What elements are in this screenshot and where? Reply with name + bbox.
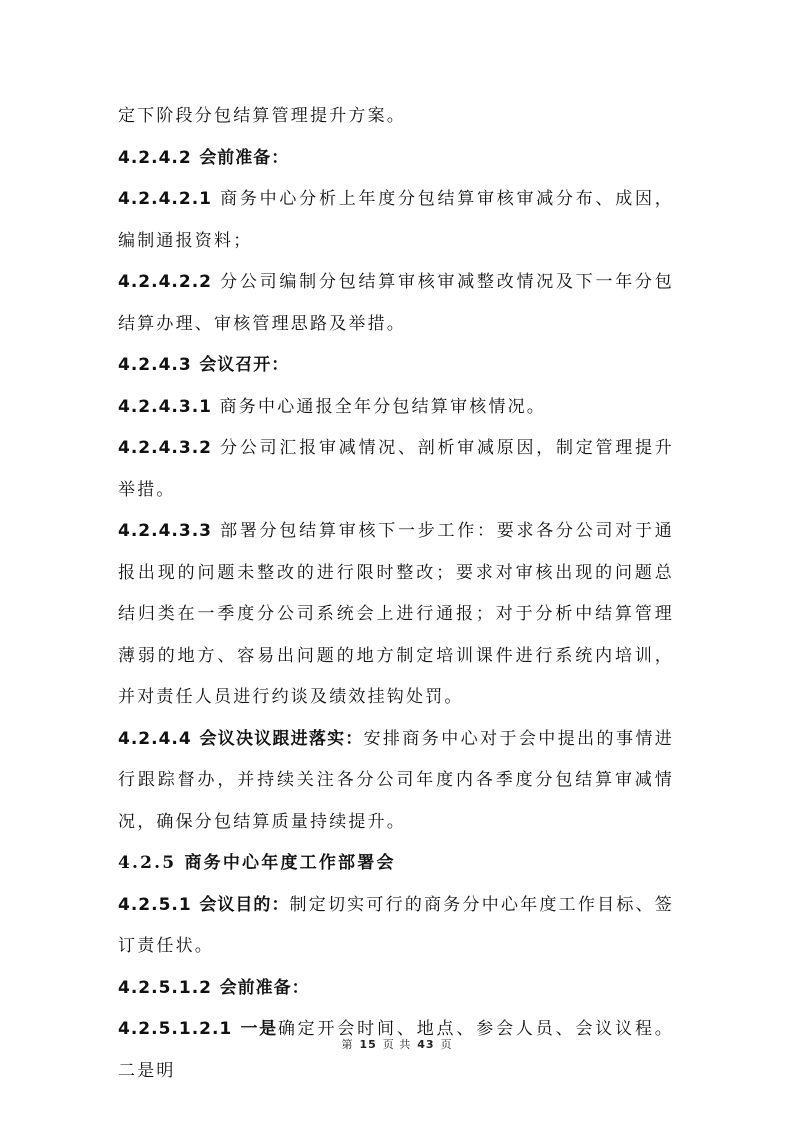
page-footer: 第 15 页 共 43 页	[341, 1038, 453, 1051]
paragraph: 4.2.4.2.2 分公司编制分包结算审核审减整改情况及下一年分包结算办理、审核管理思路及举措。	[118, 272, 674, 334]
page-total: 43	[417, 1038, 435, 1051]
paragraph: 4.2.4.4 会议决议跟进落实：安排商务中心对于会中提出的事情进行跟踪督办，并持续关注各分公司年度内各季度分包结算审减情况，确保分包结算质量持续提升。	[118, 728, 675, 832]
paragraph: 4.2.4.3.2 分公司汇报审减情况、剖析审减原因，制定管理提升举措。	[118, 438, 674, 500]
paragraph: 4.2.4.3.1 商务中心通报全年分包结算审核情况。	[118, 396, 546, 417]
paragraph: 4.2.4.3 会议召开：	[118, 355, 290, 375]
page-number: 15	[359, 1038, 377, 1051]
paragraph: 4.2.4.2 会前准备：	[118, 147, 290, 168]
paragraph: 4.2.5.1.2.1 一是确定开会时间、地点、参会人员、会议议程。二是明	[118, 1019, 675, 1081]
paragraph: 4.2.4.3.3 部署分包结算审核下一步工作：要求各分公司对于通报出现的问题未整改的进行限时整改；要求对审核出现的问题总结归类在一季度分公司系统会上进行通报；对于分析中结算管理薄弱的地方、容易出问题的地方制定培训课件进行系统内培训，并对责任人员进行约谈及绩效挂钩处罚。	[118, 521, 674, 707]
document-body	[118, 96, 674, 1092]
paragraph: 4.2.4.2.1 商务中心分析上年度分包结算审核审减分布、成因，编制通报资料；	[118, 189, 674, 251]
paragraph: 4.2.5.1.2 会前准备：	[118, 977, 310, 998]
paragraph: 定下阶段分包结算管理提升方案。	[118, 106, 406, 126]
section-heading: 4.2.5 商务中心年度工作部署会	[118, 853, 396, 873]
paragraph: 4.2.5.1 会议目的：制定切实可行的商务分中心年度工作目标、签订责任状。	[118, 894, 675, 956]
